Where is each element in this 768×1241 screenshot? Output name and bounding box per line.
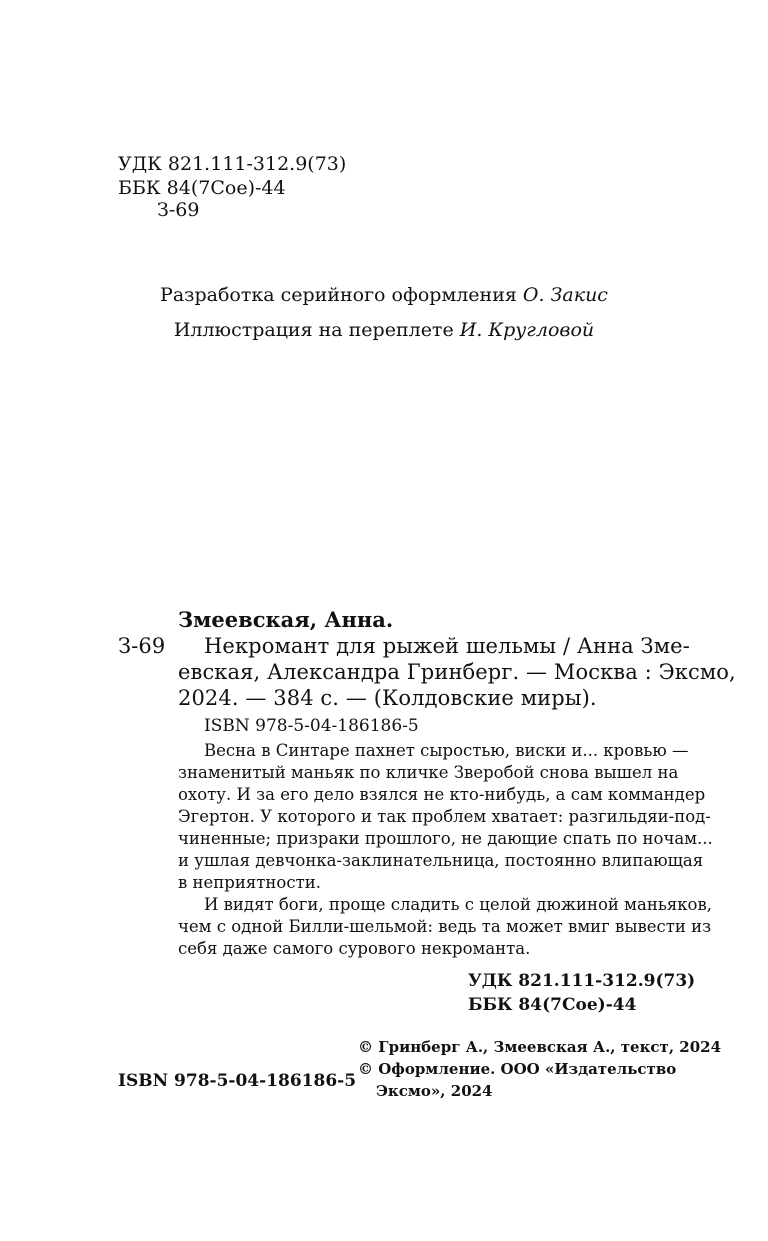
- bbk-code: ББК 84(7Сое)-44: [118, 177, 286, 199]
- copyright-line: © Гринберг А., Змеевская А., текст, 2024: [358, 1038, 722, 1056]
- annotation-line: чем с одной Билли-шельмой: ведь та может вмиг вывести из: [178, 917, 712, 936]
- annotation-line: чиненные; призраки прошлого, не дающие спать по ночам...: [178, 829, 713, 848]
- title-line: евская, Александра Гринберг. — Москва : Эксмо,: [178, 660, 736, 684]
- series-design-name: О. Закис: [522, 284, 608, 306]
- author-sign: З-69: [157, 199, 200, 221]
- annotation-line: и ушлая девчонка-заклинательница, постоянно влипающая: [178, 851, 704, 870]
- copyright-line: © Оформление. ООО «Издательство: [358, 1060, 677, 1078]
- series-design-credit: [0, 284, 768, 306]
- annotation-line: себя даже самого сурового некроманта.: [178, 939, 531, 958]
- annotation-line: в неприятности.: [178, 873, 321, 892]
- illustration-credit: [0, 319, 768, 341]
- author-heading: Змеевская, Анна.: [178, 607, 394, 632]
- series-design-label: Разработка серийного оформления: [160, 284, 517, 306]
- record-isbn: ISBN 978-5-04-186186-5: [204, 716, 419, 736]
- annotation-line: Эгертон. У которого и так проблем хватает: разгильдяи-под-: [178, 807, 711, 826]
- title-line: Некромант для рыжей шельмы / Анна Зме-: [204, 634, 690, 658]
- udk-code: УДК 821.111-312.9(73): [118, 153, 347, 175]
- annotation-line: охоту. И за его дело взялся не кто-нибудь, а сам коммандер: [178, 785, 706, 804]
- title-line: 2024. — 384 с. — (Колдовские миры).: [178, 686, 597, 710]
- annotation-line: И видят боги, проще сладить с целой дюжиной маньяков,: [204, 895, 713, 914]
- illustration-label: Иллюстрация на переплете: [173, 319, 454, 341]
- copyright-line: Эксмо», 2024: [376, 1082, 493, 1100]
- annotation-line: Весна в Синтаре пахнет сыростью, виски и... кровью —: [204, 741, 689, 760]
- annotation-line: знаменитый маньяк по кличке Зверобой снова вышел на: [178, 763, 679, 782]
- bottom-isbn: ISBN 978-5-04-186186-5: [118, 1071, 357, 1091]
- illustration-name: И. Кругловой: [459, 319, 595, 341]
- record-author-sign: З-69: [118, 634, 166, 658]
- bottom-udk-code: УДК 821.111-312.9(73): [468, 971, 696, 991]
- bottom-bbk-code: ББК 84(7Сое)-44: [468, 995, 637, 1015]
